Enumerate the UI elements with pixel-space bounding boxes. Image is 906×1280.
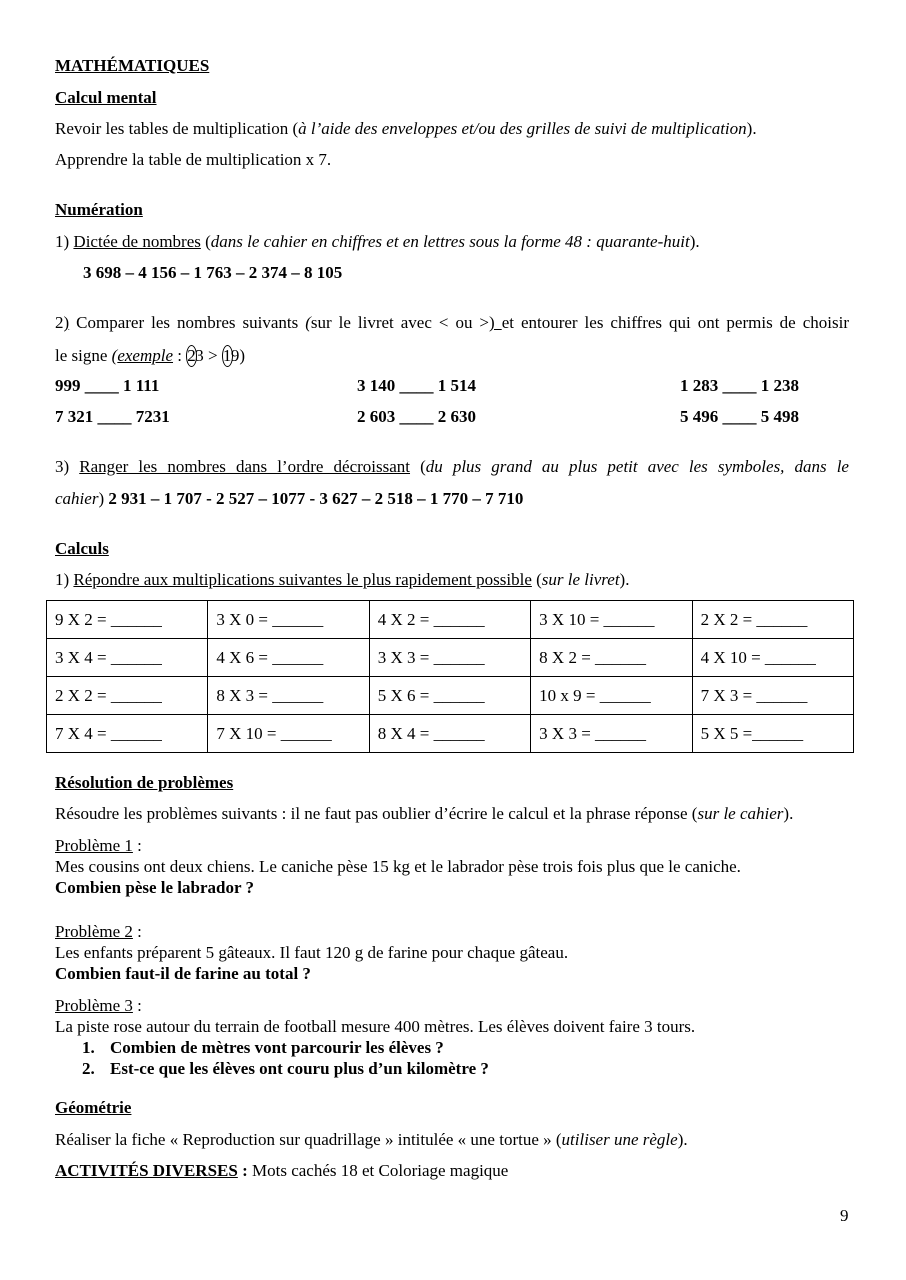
text-segment: ) — [239, 346, 246, 365]
table-row — [47, 601, 854, 639]
text-italic: à l’aide des enveloppes et/ou des grilles de suivi de multiplication — [298, 119, 747, 138]
text-italic: du plus grand au plus petit avec les symboles, dans le — [425, 457, 849, 476]
list-number: 1. — [82, 1038, 95, 1057]
table-cell: 5 X 6 = ______ — [369, 677, 530, 715]
table-cell: 9 X 2 = ______ — [47, 601, 208, 639]
probleme-1-question: Combien pèse le labrador ? — [55, 878, 254, 897]
table-cell: 3 X 4 = ______ — [47, 639, 208, 677]
text-segment: ). — [677, 1130, 688, 1149]
comparison-item: 7 321 ____ 7231 — [55, 407, 170, 426]
exercise-number: 2 — [55, 313, 64, 332]
probleme-2-label — [55, 922, 142, 942]
table-cell: 5 X 5 =______ — [692, 715, 853, 753]
table-cell: 10 x 9 = ______ — [531, 677, 692, 715]
dictation-numbers: 3 698 – 4 156 – 1 763 – 2 374 – 8 105 — [83, 263, 343, 282]
text-segment: 3 > — [195, 346, 222, 365]
multiplication-table — [46, 600, 854, 753]
text-segment: ( — [111, 346, 118, 365]
text-segment: ) — [98, 489, 109, 508]
calcul-mental-line-2: Apprendre la table de multiplication x 7. — [55, 150, 332, 169]
geometrie-text — [55, 1130, 688, 1150]
problem-label: Problème 2 — [55, 922, 133, 941]
comparison-item: 999 ____ 1 111 — [55, 376, 160, 395]
comparison-item: 2 603 ____ 2 630 — [357, 407, 476, 426]
numeration-exercise-3-line-2 — [55, 489, 523, 509]
table-row — [47, 677, 854, 715]
activites-text: Mots cachés 18 et Coloriage magique — [247, 1161, 509, 1180]
table-cell: 7 X 3 = ______ — [692, 677, 853, 715]
table-cell: 3 X 3 = ______ — [531, 715, 692, 753]
text-segment: : — [132, 836, 142, 855]
table-cell: 3 X 0 = ______ — [208, 601, 369, 639]
text-segment: ). — [746, 119, 757, 138]
numeration-exercise-3 — [55, 457, 849, 477]
exercise-number: 1) — [55, 232, 74, 251]
question-text: Combien de mètres vont parcourir les élèves ? — [110, 1038, 444, 1057]
text-segment: ) — [63, 313, 70, 332]
table-cell: 3 X 3 = ______ — [369, 639, 530, 677]
text-segment: Comparer les nombres suivants — [69, 313, 306, 332]
circled-digit: 1 — [222, 346, 232, 365]
probleme-3-question-1 — [82, 1038, 444, 1058]
table-cell: 8 X 3 = ______ — [208, 677, 369, 715]
probleme-3-question-2 — [82, 1059, 489, 1079]
text-segment: ) — [489, 313, 502, 332]
text-italic: sur le livret — [541, 570, 620, 589]
text-segment: ( — [200, 232, 211, 251]
activites-heading: ACTIVITÉS DIVERSES — [55, 1161, 238, 1180]
problemes-intro — [55, 804, 793, 824]
page-title: MATHÉMATIQUES — [55, 56, 210, 75]
comparison-item: 1 283 ____ 1 238 — [680, 376, 799, 395]
text-segment: sur le livret avec < ou > — [310, 313, 490, 332]
exercise-title: Ranger les nombres dans l’ordre décroissant — [79, 457, 411, 476]
table-cell: 4 X 10 = ______ — [692, 639, 853, 677]
table-row — [47, 715, 854, 753]
exercise-number: 1) — [55, 570, 74, 589]
text-segment: ( — [305, 313, 311, 332]
text-segment: ( — [531, 570, 542, 589]
problem-label: Problème 3 — [55, 996, 133, 1015]
calculs-exercise-1 — [55, 570, 629, 590]
text-segment: : — [173, 346, 187, 365]
table-cell: 2 X 2 = ______ — [692, 601, 853, 639]
numeration-exercise-2 — [55, 313, 849, 333]
probleme-3-text: La piste rose autour du terrain de football mesure 400 mètres. Les élèves doivent faire 3 tours. — [55, 1017, 696, 1036]
numbers-to-sort: 2 931 – 1 707 - 2 527 – 1077 - 3 627 – 2 518 – 1 770 – 7 710 — [108, 489, 524, 508]
probleme-2-text: Les enfants préparent 5 gâteaux. Il faut 120 g de farine pour chaque gâteau. — [55, 943, 569, 962]
table-cell: 8 X 2 = ______ — [531, 639, 692, 677]
probleme-1-label — [55, 836, 142, 856]
text-segment: ). — [619, 570, 630, 589]
text-segment: et entourer les chiffres qui ont permis de choisir — [501, 313, 849, 332]
text-segment: le signe — [55, 346, 112, 365]
numeration-heading: Numération — [55, 200, 143, 219]
question-text: Est-ce que les élèves ont couru plus d’un kilomètre ? — [110, 1059, 489, 1078]
table-row — [47, 639, 854, 677]
problemes-heading: Résolution de problèmes — [55, 773, 234, 792]
text-segment: Résoudre les problèmes suivants : il ne faut pas oublier d’écrire le calcul et la phrase réponse ( — [55, 804, 698, 823]
exercise-number: 3) — [55, 457, 80, 476]
page-number: 9 — [840, 1206, 849, 1225]
exercise-title: Répondre aux multiplications suivantes le plus rapidement possible — [73, 570, 532, 589]
table-cell: 4 X 6 = ______ — [208, 639, 369, 677]
text-segment: : — [132, 996, 142, 1015]
calcul-mental-heading: Calcul mental — [55, 88, 157, 107]
text-segment: : — [132, 922, 142, 941]
table-cell: 7 X 4 = ______ — [47, 715, 208, 753]
text-italic: dans le cahier en chiffres et en lettres sous la forme 48 : quarante-huit — [210, 232, 690, 251]
table-cell: 8 X 4 = ______ — [369, 715, 530, 753]
problem-label: Problème 1 — [55, 836, 133, 855]
table-cell: 7 X 10 = ______ — [208, 715, 369, 753]
calcul-mental-line-1 — [55, 119, 757, 139]
probleme-1-text: Mes cousins ont deux chiens. Le caniche pèse 15 kg et le labrador pèse trois fois plus que le caniche. — [55, 857, 741, 876]
text-segment: ). — [689, 232, 700, 251]
text-segment: Réaliser la fiche « Reproduction sur quadrillage » intitulée « une tortue » ( — [55, 1130, 562, 1149]
text-italic: sur le cahier — [697, 804, 784, 823]
exercise-title: Dictée de nombres — [73, 232, 201, 251]
text-segment: ( — [410, 457, 426, 476]
table-cell: 4 X 2 = ______ — [369, 601, 530, 639]
text-segment: ). — [783, 804, 794, 823]
numeration-exercise-1 — [55, 232, 700, 252]
geometrie-heading: Géométrie — [55, 1098, 132, 1117]
probleme-2-question: Combien faut-il de farine au total ? — [55, 964, 311, 983]
circled-digit: 2 — [187, 346, 196, 365]
text-segment: Revoir les tables de multiplication ( — [55, 119, 299, 138]
text-italic: utiliser une règle — [561, 1130, 678, 1149]
probleme-3-label — [55, 996, 142, 1016]
comparison-item: 5 496 ____ 5 498 — [680, 407, 799, 426]
list-number: 2. — [82, 1059, 95, 1078]
numeration-exercise-2-line-2 — [55, 345, 245, 367]
text-segment: : — [237, 1161, 248, 1180]
table-cell: 3 X 10 = ______ — [531, 601, 692, 639]
example-label: exemple — [117, 346, 174, 365]
text-italic: cahier — [55, 489, 99, 508]
comparison-item: 3 140 ____ 1 514 — [357, 376, 476, 395]
activites-line — [55, 1161, 508, 1181]
text-segment: 9 — [230, 346, 240, 365]
calculs-heading: Calculs — [55, 539, 109, 558]
table-cell: 2 X 2 = ______ — [47, 677, 208, 715]
